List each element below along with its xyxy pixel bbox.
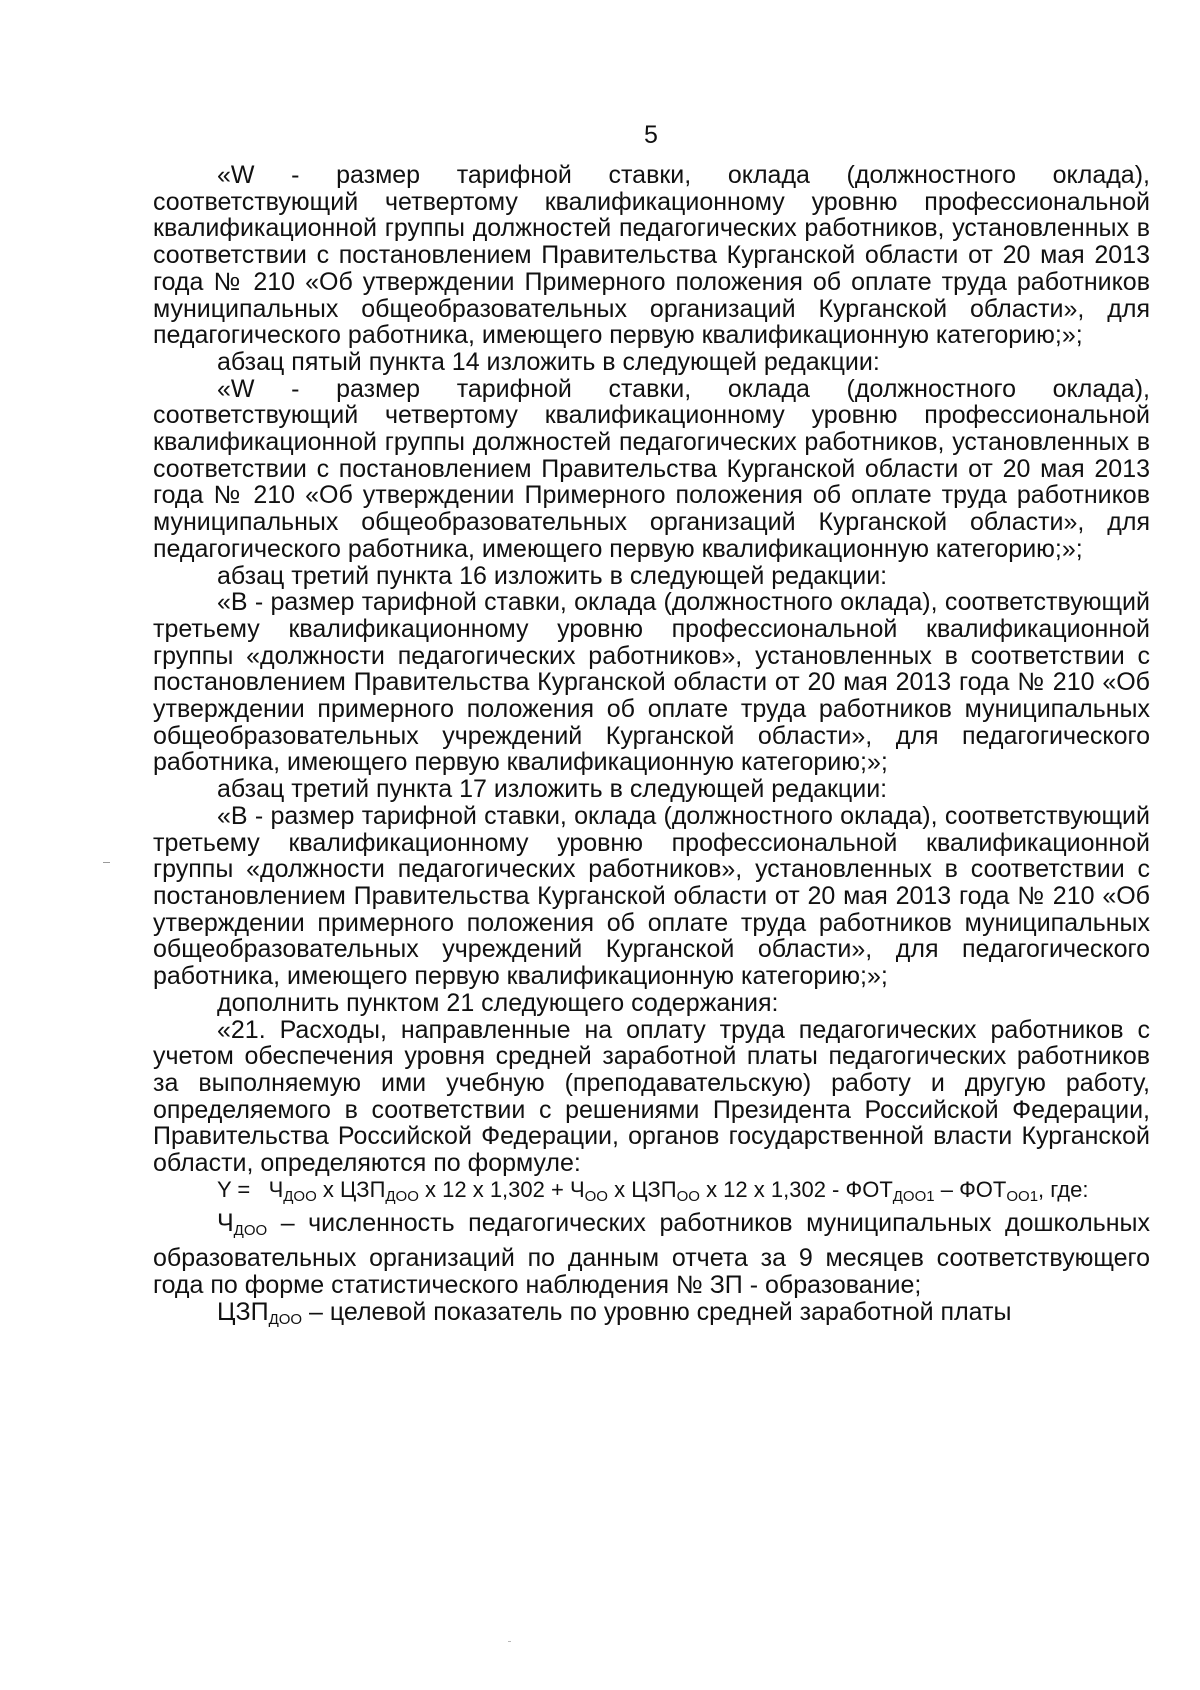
paragraph-amend-p17: абзац третий пункта 17 изложить в следующей редакции: <box>217 775 888 804</box>
formula-mult: x 12 x 1,302 + Ч <box>425 1176 585 1202</box>
formula-sub-oo1: ОО1 <box>1006 1187 1039 1205</box>
formula-y: Y = <box>217 1176 251 1202</box>
paragraph-w-definition-1: «W - размер тарифной ставки, оклада (должностного оклада), соответствующий четвертому квалификационному уровню профессиональной квалификационной группы должностей педагогических работников, установленных в соответствии с постановлением Правительства Курганской области от 20 мая 2013 года № 210 «Об утверждении Примерного положения об оплате труда работников муниципальных общеобразовательных организаций Курганской области», для педагогического работника, имеющего первую квалификационную категорию;»; <box>153 161 1150 350</box>
formula-czp-2: x ЦЗП <box>614 1176 677 1202</box>
formula-sub-oo-2: ОО <box>676 1187 700 1205</box>
paragraph-b-definition-1: «В - размер тарифной ставки, оклада (должностного оклада), соответствующий третьему квалификационному уровню профессиональной квалификационной группы «должности педагогических работников», установленных в соответствии с постановлением Правительства Курганской области от 20 мая 2013 года № 210 «Об утверждении примерного положения об оплате труда работников муниципальных общеобразовательных учреждений Курганской области», для педагогического работника, имеющего первую квалификационную категорию;»; <box>153 588 1150 777</box>
formula-mult-2: x 12 x 1,302 - ФОТ <box>706 1176 893 1202</box>
definition-symbol: ЦЗП <box>217 1297 269 1326</box>
formula-sub-doo1: ДОО1 <box>892 1187 935 1205</box>
definition-czp-doo <box>153 1299 1150 1334</box>
document-body <box>153 162 1150 1333</box>
formula-where: , где: <box>1038 1176 1089 1202</box>
definition-symbol: Ч <box>217 1209 234 1238</box>
formula-ch: Ч <box>268 1176 284 1202</box>
formula-sub-doo-2: ДОО <box>385 1187 419 1205</box>
definition-text: – целевой показатель по уровню средней заработной платы <box>302 1297 1012 1326</box>
page-number: 5 <box>644 121 658 149</box>
formula-minus: – ФОТ <box>940 1176 1007 1202</box>
definition-sub: ДОО <box>268 1310 303 1328</box>
scan-speck <box>508 1641 511 1642</box>
paragraph-amend-p16: абзац третий пункта 16 изложить в следующей редакции: <box>217 561 888 590</box>
formula-sub-doo: ДОО <box>283 1187 317 1205</box>
paragraph-b-definition-2: «В - размер тарифной ставки, оклада (должностного оклада), соответствующий третьему квалификационному уровню профессиональной квалификационной группы «должности педагогических работников», установленных в соответствии с постановлением Правительства Курганской области от 20 мая 2013 года № 210 «Об утверждении примерного положения об оплате труда работников муниципальных общеобразовательных учреждений Курганской области», для педагогического работника, имеющего первую квалификационную категорию;»; <box>153 801 1150 991</box>
paragraph-add-p21: дополнить пунктом 21 следующего содержания: <box>217 988 779 1017</box>
definition-text: – численность педагогических работников муниципальных дошкольных образовательных организаций по данным отчета за 9 месяцев соответствующего года по форме статистического наблюдения № ЗП - образование; <box>153 1209 1150 1299</box>
formula-czp: x ЦЗП <box>322 1176 386 1202</box>
formula-line <box>153 1177 1150 1211</box>
margin-scan-mark <box>103 862 110 863</box>
definition-ch-doo <box>153 1210 1150 1298</box>
paragraph-amend-p14: абзац пятый пункта 14 изложить в следующей редакции: <box>217 347 880 376</box>
paragraph-p21-text: «21. Расходы, направленные на оплату труда педагогических работников с учетом обеспечения уровня средней заработной платы педагогических работников за выполняемую ими учебную (преподавательскую) работу и другую работу, определяемого в соответствии с решениями Президента Российской Федерации, Правительства Российской Федерации, органов государственной власти Курганской области, определяются по формуле: <box>153 1015 1150 1178</box>
formula-sub-oo: ОО <box>584 1187 608 1205</box>
paragraph-w-definition-2: «W - размер тарифной ставки, оклада (должностного оклада), соответствующий четвертому квалификационному уровню профессиональной квалификационной группы должностей педагогических работников, установленных в соответствии с постановлением Правительства Курганской области от 20 мая 2013 года № 210 «Об утверждении Примерного положения об оплате труда работников муниципальных общеобразовательных организаций Курганской области», для педагогического работника, имеющего первую квалификационную категорию;»; <box>153 374 1150 563</box>
definition-sub: ДОО <box>233 1222 268 1240</box>
